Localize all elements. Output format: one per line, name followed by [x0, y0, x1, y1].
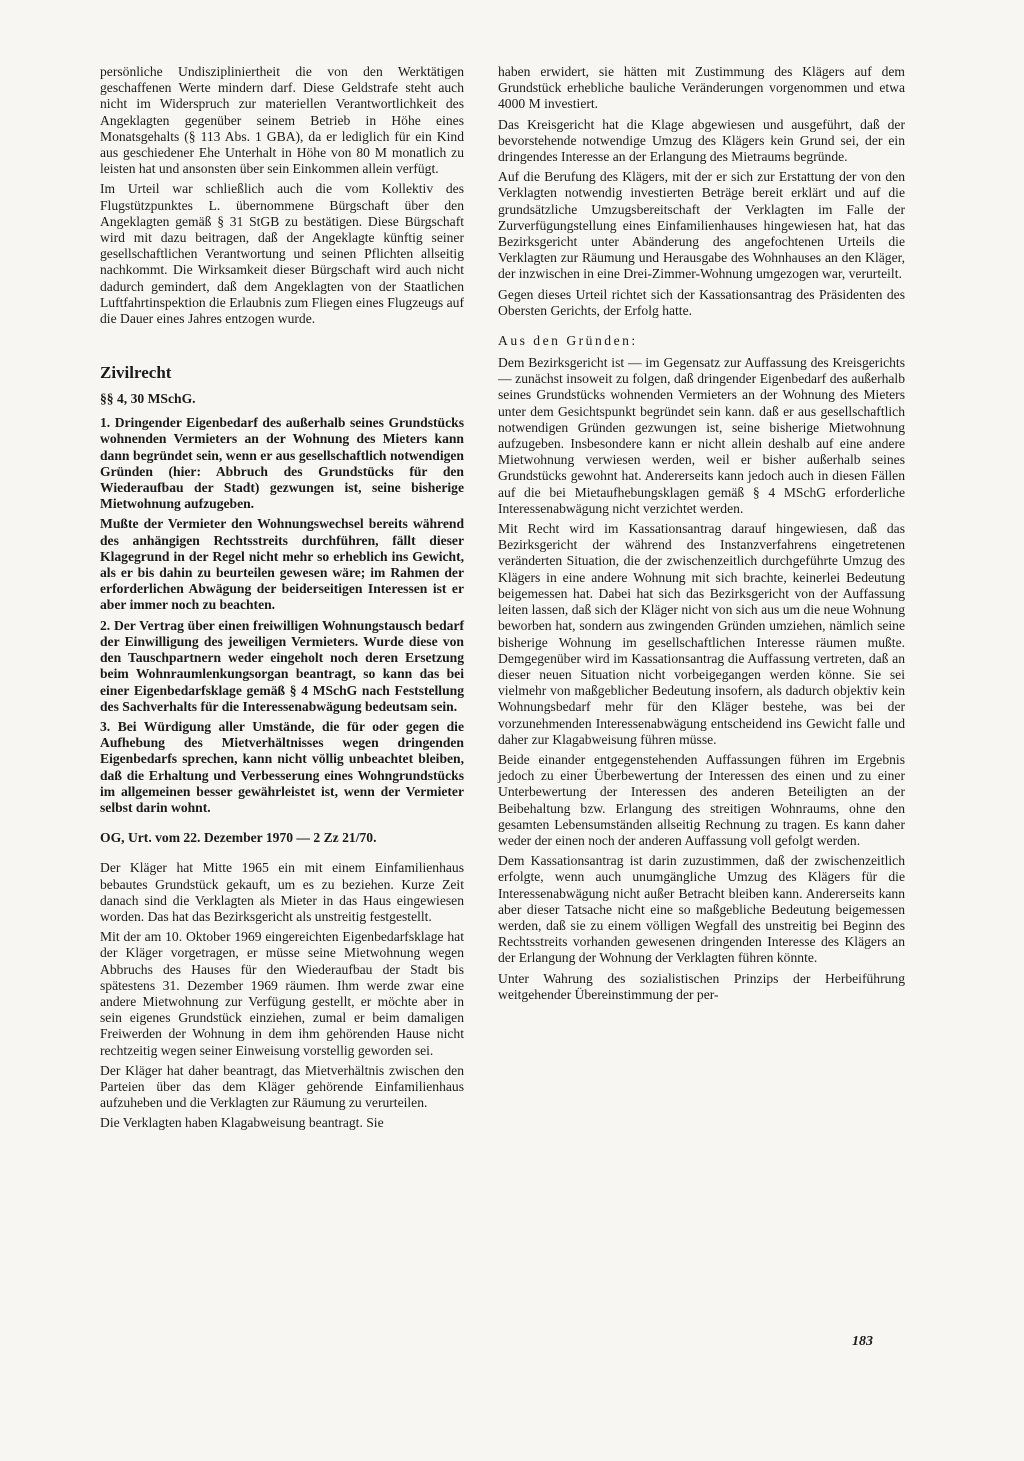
body-paragraph: Das Kreisgericht hat die Klage abgewiesen und ausgeführt, daß der bevorstehende notwendige Umzug des Klägers kein Grund sei, der ein dringendes Interesse an der Erlangung des Mietraums begründe.: [498, 116, 905, 165]
body-paragraph: Mit der am 10. Oktober 1969 eingereichten Eigenbedarfsklage hat der Kläger vorgetragen, er müsse seine Mietwohnung wegen Abbruchs des Hauses für den Wiederaufbau der Stadt bis spätestens 31. Dezember 1969 räumen. Ihm werde zwar eine andere Mietwohnung zur Verfügung gestellt, er möchte aber in sein eigenes Grundstück einziehen, zumal er beim damaligen Freiwerden der Wohnung in dem ihm gehörenden Hause nicht rechtzeitig wegen seiner Einweisung vorstellig geworden sei.: [100, 929, 464, 1058]
body-paragraph: Dem Bezirksgericht ist — im Gegensatz zur Auffassung des Kreisgerichts — zunächst insoweit zu folgen, daß dringender Eigenbedarf des außerhalb seines Grundstücks wohnenden Vermieters an der Wohnung des Mieters unter dem Gesichtspunkt begründet sein kann. daß er aus gesellschaftlich notwendigen Gründen gezwungen ist, seine bisherige Mietwohnung aufzugeben. Insbesondere kann er nicht allein deshalb auf eine andere Mietwohnung verwiesen werden, weil er bisher außerhalb seines Grundstücks gewohnt hat. Andererseits kann jedoch auch in diesen Fällen auf die bei Mietaufhebungsklagen gemäß § 4 MSchG erforderliche Interessenabwägung nicht verzichtet werden.: [498, 355, 905, 516]
reasons-heading: Aus den Gründen:: [498, 333, 638, 349]
body-paragraph: persönliche Undiszipliniertheit die von den Werktätigen geschaffenen Werte mindern darf. Diese Geldstrafe steht auch nicht im Widerspruch zur materiellen Verantwortlichkeit des Angeklagten gegenüber seinem Betrieb in Höhe eines Monatsgehalts (§ 113 Abs. 1 GBA), da er lediglich für ein Kind aus geschiedener Ehe Unterhalt in Höhe von 80 M monatlich zu leisten hat und ansonsten über sein Einkommen allein verfügt.: [100, 64, 464, 177]
law-reference: §§ 4, 30 MSchG.: [100, 391, 196, 407]
body-paragraph: Die Verklagten haben Klagabweisung beantragt. Sie: [100, 1115, 384, 1131]
headnote: Mußte der Vermieter den Wohnungswechsel bereits während des anhängigen Rechtsstreits durchführen, fällt dieser Klagegrund in der Regel nicht mehr so erheblich ins Gewicht, als er bis dahin zu beurteilen gewesen wäre; im Rahmen der erforderlichen Abwägung der beiderseitigen Interessen ist er aber immer noch zu beachten.: [100, 516, 464, 613]
body-paragraph: Im Urteil war schließlich auch die vom Kollektiv des Flugstützpunktes L. übernommene Bürgschaft über den Angeklagten gemäß § 31 StGB zu bestätigen. Diese Bürgschaft wird mit dazu beitragen, daß der Angeklagte künftig seiner gesellschaftlichen Verantwortung und seinen Pflichten allseitig nachkommt. Die Wirksamkeit dieser Bürgschaft wird auch nicht dadurch gemindert, daß dem Angeklagten von der Staatlichen Luftfahrtinspektion die Erlaubnis zum Fliegen eines Flugzeugs auf die Dauer eines Jahres entzogen wurde.: [100, 181, 464, 327]
section-title: Zivilrecht: [100, 363, 172, 383]
body-paragraph: Beide einander entgegenstehenden Auffassungen führen im Ergebnis jedoch zu einer Überbewertung der Interessen des einen und zu einer Unterbewertung der Interessen des anderen Beteiligten an der Beibehaltung bzw. Erlangung des streitigen Wohnraums, ohne den gesamten Lebensumständen allseitig Rechnung zu tragen. Es kann daher weder der einen noch der anderen Auffassung voll gefolgt werden.: [498, 751, 905, 848]
page-number: 183: [852, 1334, 873, 1349]
body-paragraph: Der Kläger hat Mitte 1965 ein mit einem Einfamilienhaus bebautes Grundstück gekauft, um es zu beziehen. Kurze Zeit danach sind die Verklagten als Mieter in das Haus eingewiesen worden. Das hat das Bezirksgericht als unstreitig festgestellt.: [100, 860, 464, 924]
body-paragraph: Der Kläger hat daher beantragt, das Mietverhältnis zwischen den Parteien über das dem Kläger gehörende Einfamilienhaus aufzuheben und die Verklagten zur Räumung zu verurteilen.: [100, 1062, 464, 1111]
body-paragraph: Unter Wahrung des sozialistischen Prinzips der Herbeiführung weitgehender Übereinstimmung der per-: [498, 970, 905, 1002]
right-column: [498, 64, 905, 1007]
decision-reference: OG, Urt. vom 22. Dezember 1970 — 2 Zz 21/70.: [100, 830, 377, 846]
body-paragraph: Auf die Berufung des Klägers, mit der er sich zur Erstattung der von den Verklagten notwendig investierten Beträge bereit erklärt und auf die grundsätzliche Umzugsbereitschaft der Verklagten im Falle der Zurverfügungstellung eines Einfamilienhauses hingewiesen hat, hat das Bezirksgericht unter Abänderung des angefochtenen Urteils die Verklagten zur Räumung und Herausgabe des Wohnhauses an den Kläger, der inzwischen in eine Drei-Zimmer-Wohnung umgezogen war, verurteilt.: [498, 169, 905, 282]
left-column: [100, 64, 464, 1136]
headnote: 1. Dringender Eigenbedarf des außerhalb seines Grundstücks wohnenden Vermieters an der Wohnung des Mieters kann dann begründet sein, wenn er aus gesellschaftlich notwendigen Gründen (hier: Abbruch des Grundstücks für den Wiederaufbau der Stadt) gezwungen ist, seine bisherige Mietwohnung aufzugeben.: [100, 415, 464, 512]
body-paragraph: Gegen dieses Urteil richtet sich der Kassationsantrag des Präsidenten des Obersten Gerichts, der Erfolg hatte.: [498, 286, 905, 318]
headnote: 3. Bei Würdigung aller Umstände, die für oder gegen die Aufhebung des Mietverhältnisses wegen dringenden Eigenbedarfs sprechen, kann nicht völlig unbeachtet bleiben, daß die Erhaltung und Verbesserung eines Wohngrundstücks im allgemeinen besser gewährleistet ist, wenn der Vermieter selbst darin wohnt.: [100, 718, 464, 815]
body-paragraph: Dem Kassationsantrag ist darin zuzustimmen, daß der zwischenzeitlich erfolgte, wenn auch unumgängliche Umzug des Klägers für die Interessenabwägung nicht außer Betracht bleiben kann. Andererseits kann aber dieser Tatsache nicht eine so maßgebliche Bedeutung beigemessen werden, daß sie zu einem völligen Wegfall des unstreitig bei Beginn des Rechtsstreits vorhanden gewesenen dringenden Interesse des Klägers an der Erlangung der Wohnung der Verklagten führen könnte.: [498, 853, 905, 966]
headnote: 2. Der Vertrag über einen freiwilligen Wohnungstausch bedarf der Einwilligung des jeweiligen Vermieters. Wurde diese von den Tauschpartnern weder eingeholt noch deren Ersetzung beim Wohnraumlenkungsorgan beantragt, so kann das bei einer Eigenbedarfsklage gemäß § 4 MSchG nach Feststellung des Sachverhalts für die Interessenabwägung bedeutsam sein.: [100, 617, 464, 714]
body-paragraph: haben erwidert, sie hätten mit Zustimmung des Klägers auf dem Grundstück erhebliche bauliche Veränderungen vorgenommen und etwa 4000 M investiert.: [498, 64, 905, 112]
body-paragraph: Mit Recht wird im Kassationsantrag darauf hingewiesen, daß das Bezirksgericht der während des Instanzverfahrens eingetretenen veränderten Situation, die der zwischenzeitlich durchgeführte Umzug des Klägers in eine andere Wohnung mit sich brachte, keinerlei Bedeutung beigemessen hat. Dabei hat sich das Bezirksgericht von der Auffassung leiten lassen, daß sich der Kläger nicht von sich aus um die neue Wohnung beworben hat, sondern aus zwingenden Gründen umziehen, nämlich seine bisherige Wohnung im gesellschaftlichen Interesse räumen mußte. Demgegenüber wird im Kassationsantrag die Auffassung vertreten, daß an dieser neuen Situation nicht vorbeigegangen werden könne. Sie sei vielmehr von maßgeblicher Bedeutung insofern, als dadurch objektiv kein Wohnungsbedarf mehr für den Kläger bestehe, was bei der vorzunehmenden Interessenabwägung entscheidend ins Gewicht falle und daher zur Klagabweisung führen müsse.: [498, 521, 905, 747]
